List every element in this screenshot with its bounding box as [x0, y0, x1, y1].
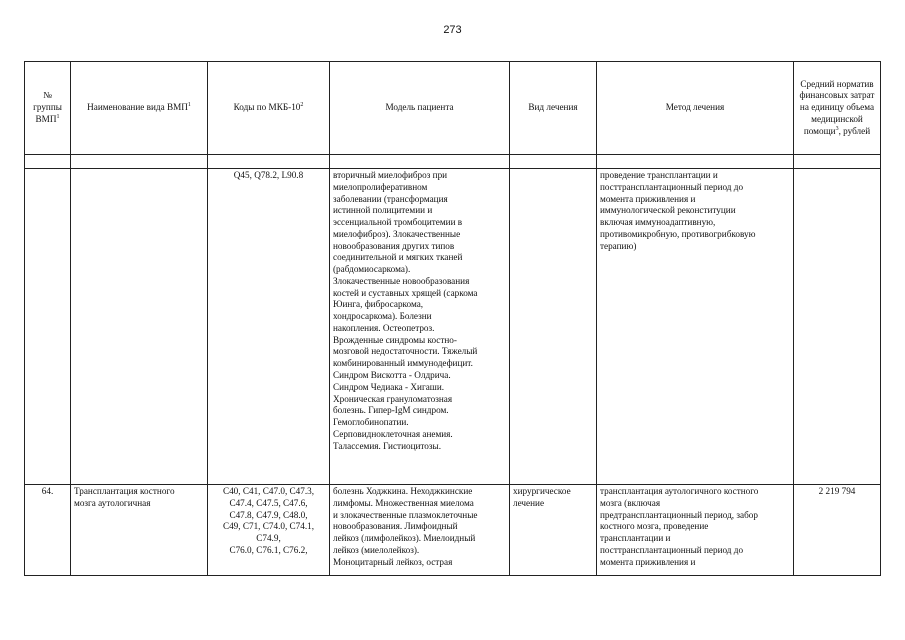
header-vmp-name: Наименование вида ВМП$^1$ [71, 62, 208, 155]
vmp-table [24, 61, 881, 576]
cell-cost: 2 219 794 [794, 485, 881, 576]
header-row [25, 62, 881, 155]
cell-icd-codes: Q45, Q78.2, L90.8 [208, 169, 330, 485]
cell-patient-model: вторичный миелофиброз при миелопролиферативном заболевании (трансформация истинной полицитемии и эссенциальной тромбоцитемии в миелофиброз). Злокачественные новообразования других типов соединительной и мягких тканей (рабдомиосаркома). Злокачественные новообразования костей и суставных хрящей (саркома Юинга, фибросаркома, хондросаркома). Болезни накопления. Остеопетроз. Врожденные синдромы костно- мозговой недостаточности. Тяжелый комбинированный иммунодефицит. Синдром Вискотта - Олдрича. Синдром Чедиака - Хигаши. Хроническая грануломатозная болезнь. Гипер-IgM синдром. Гемоглобинопатии. Серповидноклеточная анемия. Талассемия. Гистиоцитозы. [330, 169, 510, 485]
header-icd-codes: Коды по МКБ-$10^2$ [208, 62, 330, 155]
spacer-row [25, 155, 881, 169]
cell-icd-codes: C40, C41, C47.0, C47.3, C47.4, C47.5, C47.6, C47.8, C47.9, C48.0, C49, C71, C74.0, C74.1, C74.9, C76.0, C76.1, C76.2, [208, 485, 330, 576]
header-cost-standard: Средний норматив финансовых затрат на единицу объема медицинской помощи$^3$, рублей [794, 62, 881, 155]
header-treatment-method: Метод лечения [597, 62, 794, 155]
cell-vmp-name [71, 169, 208, 485]
cell-treatment-method: проведение трансплантации и посттрансплантационный период до момента приживления и иммунологической реконституции включая иммуноадаптивную, противомикробную, противогрибковую терапию) [597, 169, 794, 485]
cell-group-number: 64. [25, 485, 71, 576]
cell-patient-model: болезнь Ходжкина. Неходжкинские лимфомы. Множественная миелома и злокачественные плазмоклеточные новообразования. Лимфоидный лейкоз (лимфолейкоз). Миелоидный лейкоз (миелолейкоз). Моноцитарный лейкоз, острая [330, 485, 510, 576]
cell-treatment-type [510, 169, 597, 485]
cell-cost [794, 169, 881, 485]
header-treatment-type: Вид лечения [510, 62, 597, 155]
cell-treatment-method: трансплантация аутологичного костного мозга (включая предтрансплантационный период, забор костного мозга, проведение трансплантации и посттрансплантационный период до момента приживления и [597, 485, 794, 576]
header-group-number: № группы ВМП$^1$ [25, 62, 71, 155]
page-number: 273 [443, 24, 462, 36]
cell-treatment-type: хирургическое лечение [510, 485, 597, 576]
header-patient-model: Модель пациента [330, 62, 510, 155]
table-row [25, 169, 881, 485]
cell-group-number [25, 169, 71, 485]
cell-vmp-name: Трансплантация костного мозга аутологичная [71, 485, 208, 576]
table-row [25, 485, 881, 576]
